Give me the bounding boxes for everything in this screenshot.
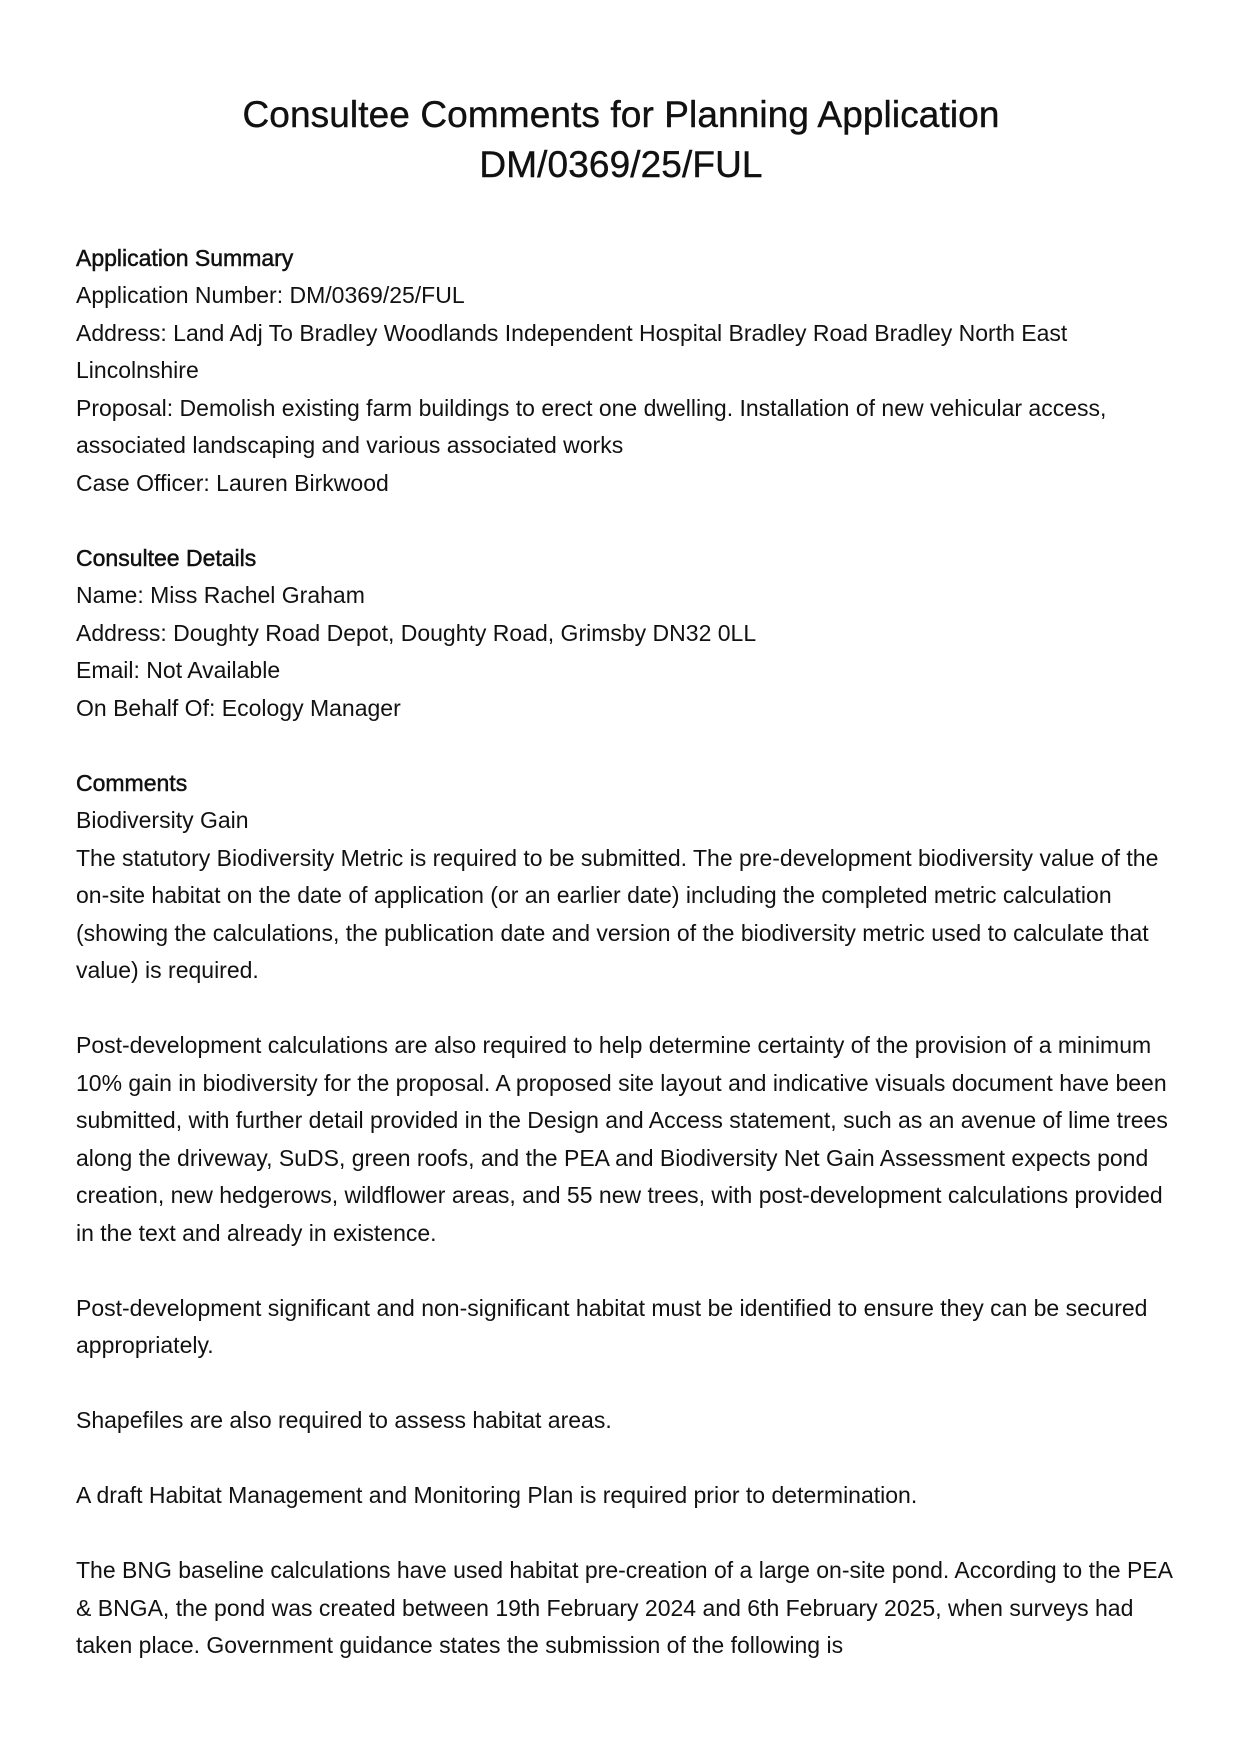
comment-paragraph: The statutory Biodiversity Metric is required to be submitted. The pre-development biodiversity value of the on-site habitat on the date of application (or an earlier date) including the completed metric calculation (showing the calculations, the publication date and version of the biodiversity metric used to calculate that value) is required. — [76, 844, 1159, 983]
title-line-2: DM/0369/25/FUL — [479, 144, 763, 185]
application-number: Application Number: DM/0369/25/FUL — [76, 282, 465, 308]
consultee-on-behalf-of: On Behalf Of: Ecology Manager — [76, 694, 401, 721]
consultee-details-heading: Consultee Details — [76, 545, 257, 571]
comment-paragraph: Post-development significant and non-significant habitat must be identified to ensure they can be secured appropriately. — [76, 1294, 1148, 1358]
consultee-details-section — [76, 540, 1176, 727]
consultee-email: Email: Not Available — [76, 657, 281, 683]
document-page — [76, 90, 1176, 1703]
comment-paragraph: The BNG baseline calculations have used habitat pre-creation of a large on-site pond. According to the PEA & BNGA, the pond was created between 19th February 2024 and 6th February 2025, when surveys had taken place. Government guidance states the submission of the following is — [76, 1557, 1172, 1658]
application-proposal: Proposal: Demolish existing farm buildings to erect one dwelling. Installation of new vehicular access, associated landscaping and various associated works — [76, 394, 1107, 458]
application-summary-section — [76, 240, 1176, 502]
comments-section — [76, 765, 1176, 1665]
comment-paragraph: Shapefiles are also required to assess habitat areas. — [76, 1407, 612, 1433]
title-line-1: Consultee Comments for Planning Application — [242, 94, 1000, 135]
page-title — [66, 90, 1176, 190]
consultee-address: Address: Doughty Road Depot, Doughty Road, Grimsby DN32 0LL — [76, 619, 757, 646]
comments-heading: Comments — [76, 770, 188, 796]
application-summary-heading: Application Summary — [76, 245, 294, 271]
comment-paragraph: Post-development calculations are also required to help determine certainty of the provision of a minimum 10% gain in biodiversity for the proposal. A proposed site layout and indicative visuals document have been submitted, with further detail provided in the Design and Access statement, such as an avenue of lime trees along the driveway, SuDS, green roofs, and the PEA and Biodiversity Net Gain Assessment expects pond creation, new hedgerows, wildflower areas, and 55 new trees, with post-development calculations provided in the text and already in existence. — [76, 1032, 1168, 1246]
case-officer: Case Officer: Lauren Birkwood — [76, 469, 389, 496]
comment-paragraph: A draft Habitat Management and Monitoring Plan is required prior to determination. — [76, 1482, 918, 1508]
consultee-name: Name: Miss Rachel Graham — [76, 582, 365, 608]
application-address: Address: Land Adj To Bradley Woodlands Independent Hospital Bradley Road Bradley North East Lincolnshire — [76, 319, 1068, 383]
comments-subheading: Biodiversity Gain — [76, 807, 249, 833]
